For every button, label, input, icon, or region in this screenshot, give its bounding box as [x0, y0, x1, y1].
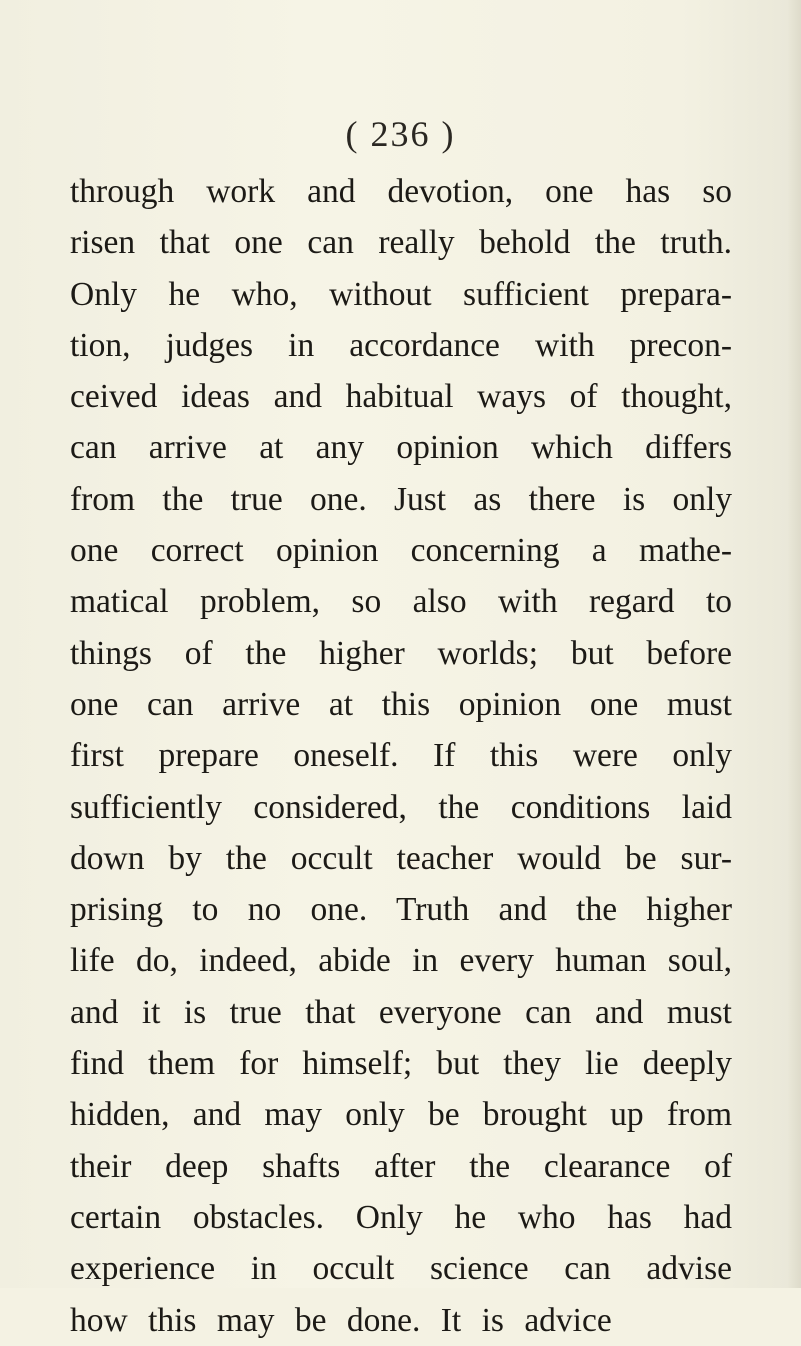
- text-line: life do, indeed, abide in every human soul,: [70, 942, 732, 980]
- text-line: sufficiently considered, the conditions laid: [70, 788, 732, 826]
- text-line: first prepare oneself. If this were only: [70, 737, 732, 775]
- text-line: find them for himself; but they lie deeply: [70, 1045, 732, 1083]
- text-line: certain obstacles. Only he who has had: [70, 1198, 732, 1236]
- text-line: matical problem, so also with regard to: [70, 583, 732, 621]
- text-line: Only he who, without sufficient prepara-: [70, 275, 732, 313]
- body-text: [70, 166, 732, 1346]
- text-line: ceived ideas and habitual ways of thought,: [70, 378, 732, 416]
- text-line: how this may be done. It is advice: [70, 1301, 612, 1339]
- text-line: and it is true that everyone can and must: [70, 993, 732, 1031]
- text-line: can arrive at any opinion which differs: [70, 429, 732, 467]
- text-line: risen that one can really behold the truth.: [70, 224, 732, 262]
- text-line: prising to no one. Truth and the higher: [70, 891, 732, 929]
- text-line: down by the occult teacher would be sur-: [70, 839, 732, 877]
- text-line: hidden, and may only be brought up from: [70, 1096, 732, 1134]
- text-line: one can arrive at this opinion one must: [70, 685, 732, 723]
- text-line: through work and devotion, one has so: [70, 173, 732, 210]
- text-line: one correct opinion concerning a mathe-: [70, 532, 732, 570]
- text-line: things of the higher worlds; but before: [70, 634, 732, 672]
- page-edge-shadow: [787, 0, 801, 1288]
- text-line: their deep shafts after the clearance of: [70, 1147, 732, 1185]
- page-number: ( 236 ): [345, 114, 456, 154]
- text-line: experience in occult science can advise: [70, 1250, 732, 1288]
- text-line: tion, judges in accordance with precon-: [70, 326, 732, 364]
- text-line: from the true one. Just as there is only: [70, 480, 732, 518]
